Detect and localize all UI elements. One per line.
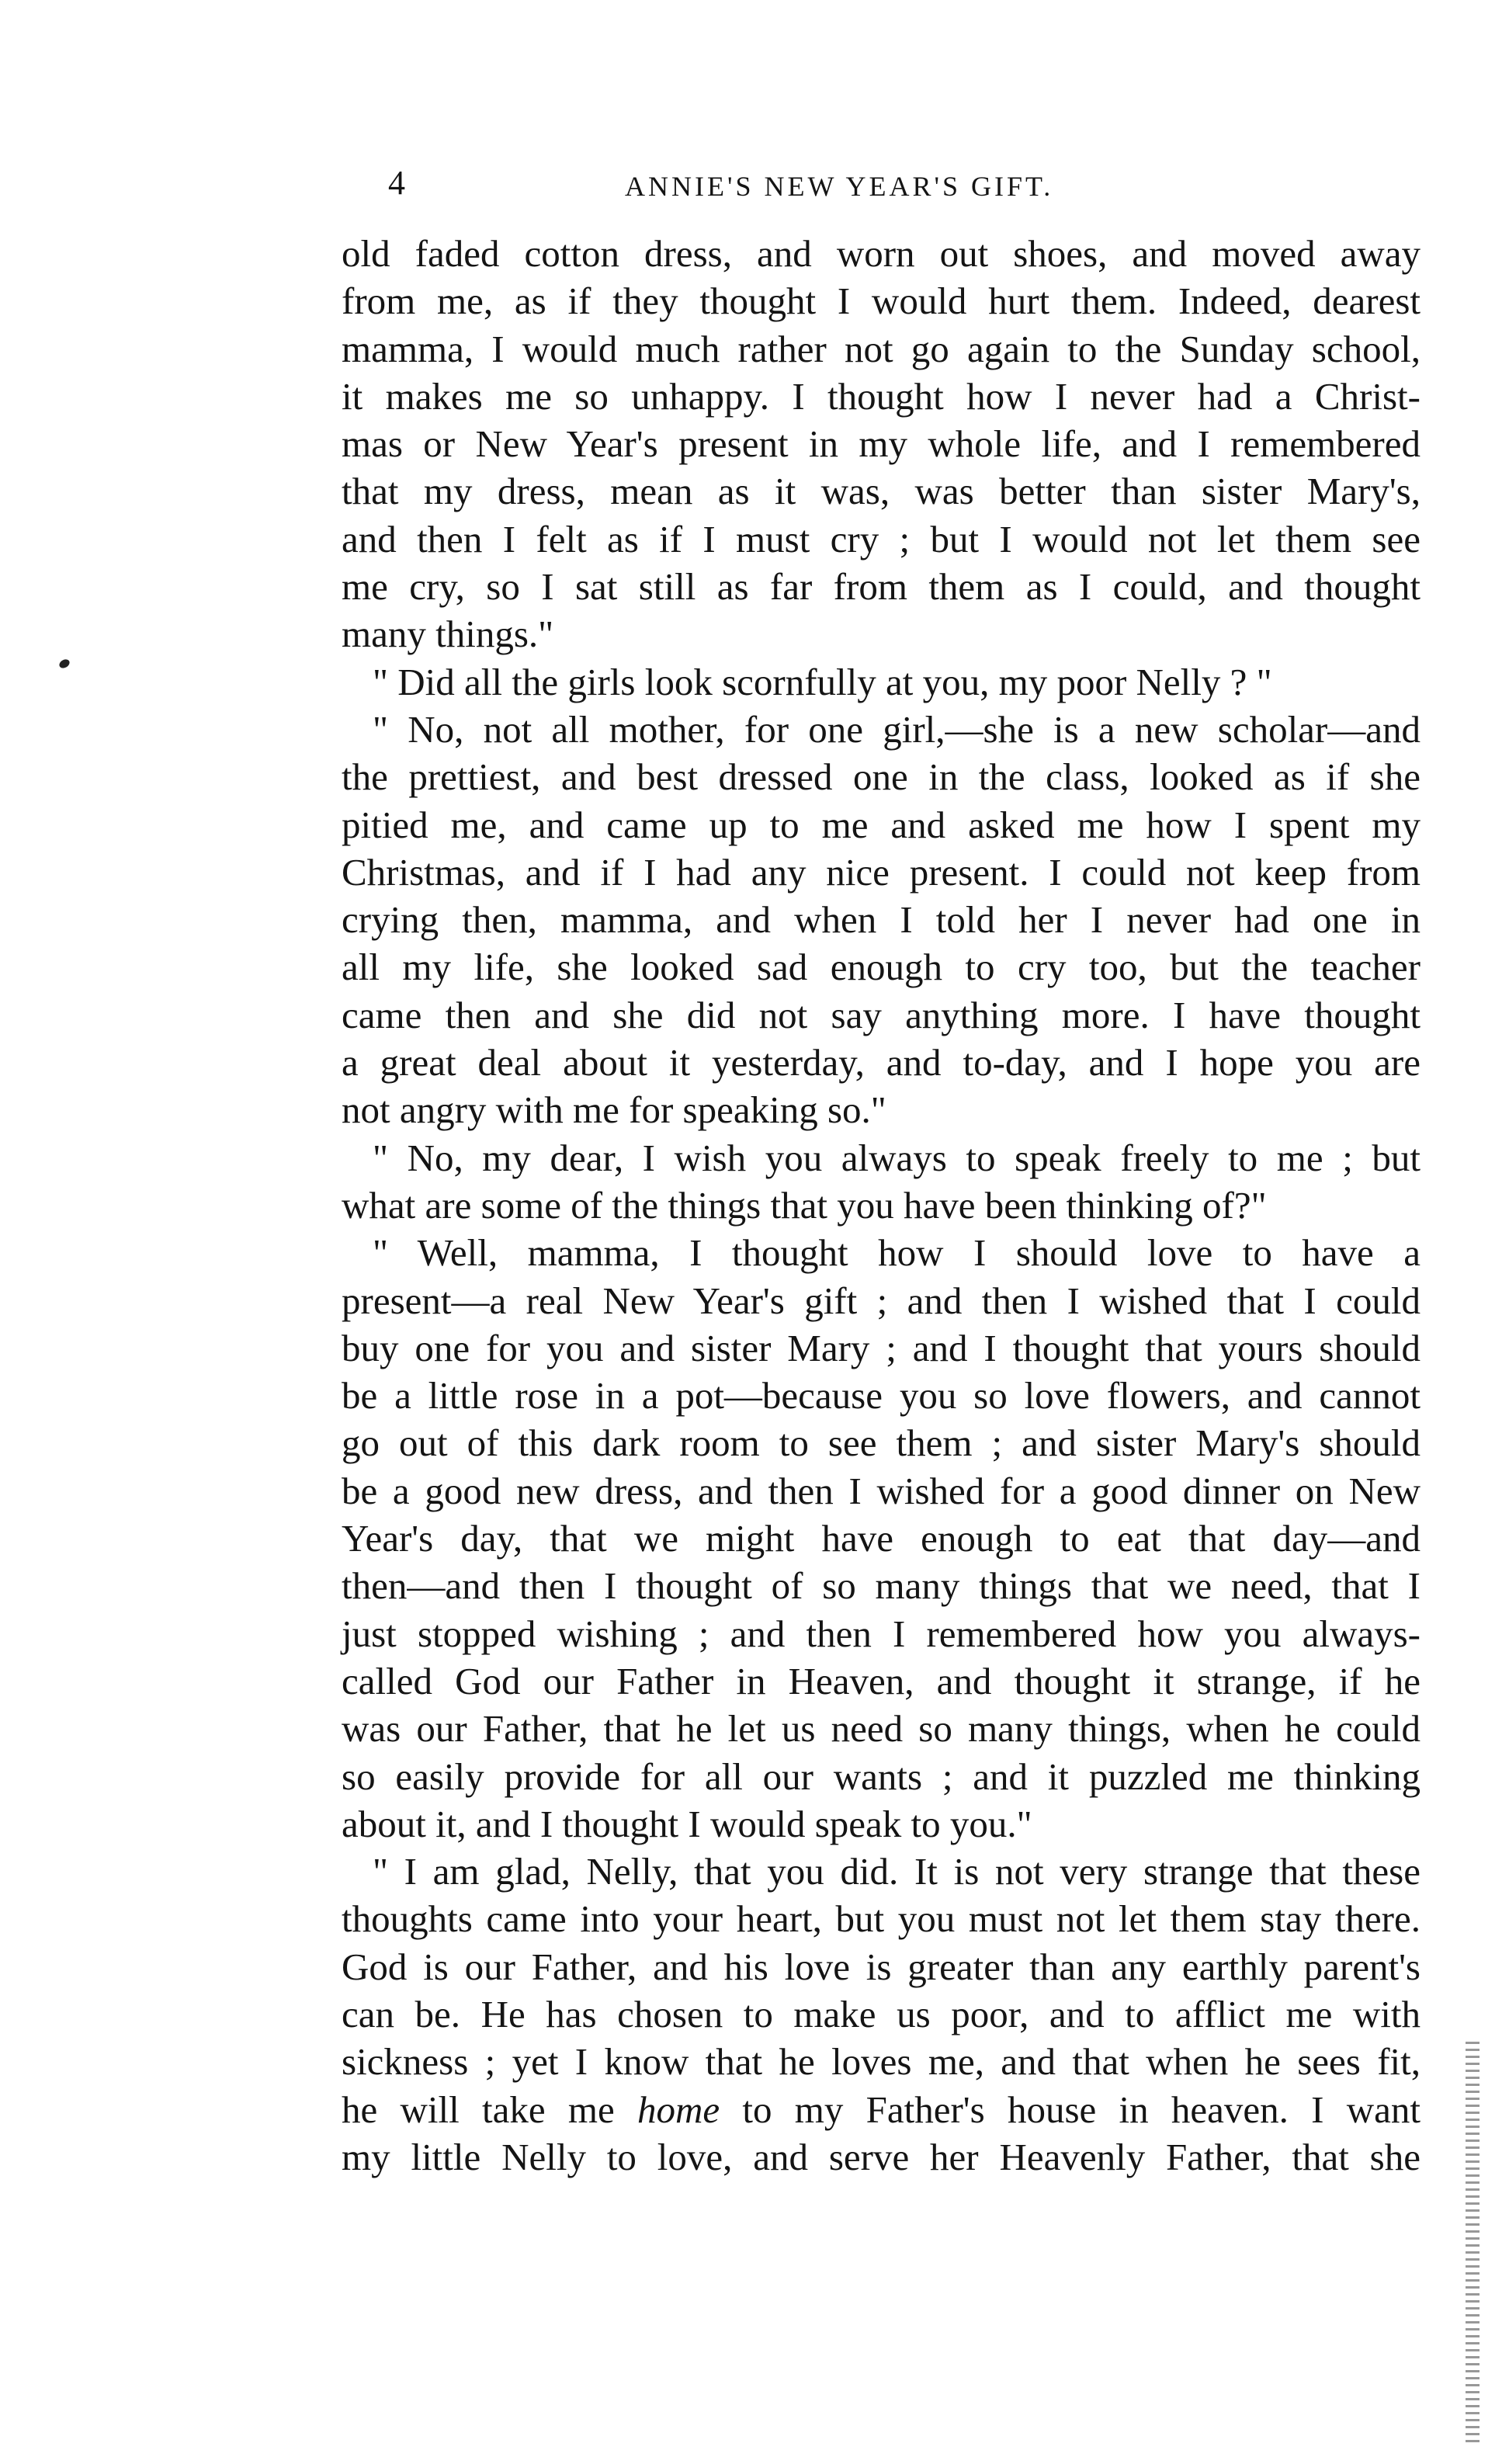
text-line: God is our Father, and his love is greater than any earthly parent's [342, 1945, 1421, 1988]
text-line: called God our Father in Heaven, and thought it strange, if he [342, 1659, 1421, 1702]
text-line: from me, as if they thought I would hurt them. Indeed, dearest [342, 279, 1421, 323]
text-line: so easily provide for all our wants ; and it puzzled me thinking [342, 1754, 1421, 1798]
text-line: what are some of the things that you have been thinking of?" [342, 1183, 1267, 1227]
text-line: not angry with me for speaking so." [342, 1088, 886, 1132]
text-line: came then and she did not say anything more. I have thought [342, 993, 1421, 1036]
text-line: mamma, I would much rather not go again to the Sunday school, [342, 327, 1421, 370]
text-line: be a little rose in a pot—because you so love flowers, and cannot [342, 1374, 1421, 1418]
text-line: " Well, mamma, I thought how I should love to have a [373, 1231, 1421, 1275]
text-line: he will take me home to my Father's house in heaven. I want [342, 2087, 1421, 2131]
text-line: it makes me so unhappy. I thought how I never had a Christ- [342, 374, 1421, 418]
text-line: crying then, mamma, and when I told her I never had one in [342, 898, 1421, 942]
text-line: Christmas, and if I had any nice present. I could not keep from [342, 850, 1421, 894]
running-title: ANNIE'S NEW YEAR'S GIFT. [625, 171, 1054, 202]
text-line: be a good new dress, and then I wished for a good dinner on New [342, 1469, 1421, 1512]
text-line: a great deal about it yesterday, and to-day, and I hope you are [342, 1041, 1421, 1085]
ink-smudge [57, 658, 71, 670]
text-line: present—a real New Year's gift ; and then I wished that I could [342, 1279, 1421, 1322]
text-line: mas or New Year's present in my whole life, and I remembered [342, 422, 1421, 466]
text-line: " I am glad, Nelly, that you did. It is not very strange that these [373, 1850, 1421, 1893]
text-line: about it, and I thought I would speak to you." [342, 1802, 1032, 1845]
page-number: 4 [388, 164, 405, 202]
running-head [388, 161, 1421, 208]
text-line: pitied me, and came up to me and asked me how I spent my [342, 803, 1421, 846]
text-line: many things." [342, 613, 554, 656]
text-line: and then I felt as if I must cry ; but I would not let them see [342, 517, 1421, 560]
scan-edge-noise [1466, 2042, 1480, 2445]
text-line: me cry, so I sat still as far from them as I could, and thought [342, 565, 1421, 609]
text-line: " Did all the girls look scornfully at you, my poor Nelly ? " [373, 660, 1272, 703]
text-line: can be. He has chosen to make us poor, and to afflict me with [342, 1992, 1421, 2035]
text-line: my little Nelly to love, and serve her Heavenly Father, that she [342, 2135, 1421, 2178]
text-line: then—and then I thought of so many things that we need, that I [342, 1564, 1421, 1608]
text-line: " No, my dear, I wish you always to speak freely to me ; but [373, 1136, 1421, 1179]
text-line: old faded cotton dress, and worn out shoes, and moved away [342, 232, 1421, 275]
text-line: sickness ; yet I know that he loves me, and that when he sees fit, [342, 2040, 1421, 2084]
text-line: buy one for you and sister Mary ; and I thought that yours should [342, 1326, 1421, 1369]
text-line: thoughts came into your heart, but you must not let them stay there. [342, 1897, 1421, 1941]
text-line: that my dress, mean as it was, was better than sister Mary's, [342, 470, 1421, 513]
text-line: " No, not all mother, for one girl,—she is a new scholar—and [373, 707, 1421, 751]
text-line: was our Father, that he let us need so many things, when he could [342, 1707, 1421, 1751]
text-line: Year's day, that we might have enough to eat that day—and [342, 1517, 1421, 1560]
text-line: just stopped wishing ; and then I remembered how you always- [342, 1612, 1421, 1655]
text-line: the prettiest, and best dressed one in the class, looked as if she [342, 755, 1421, 799]
text-line: go out of this dark room to see them ; and sister Mary's should [342, 1421, 1421, 1465]
body-text [342, 230, 1421, 2181]
text-line: all my life, she looked sad enough to cry too, but the teacher [342, 946, 1421, 989]
